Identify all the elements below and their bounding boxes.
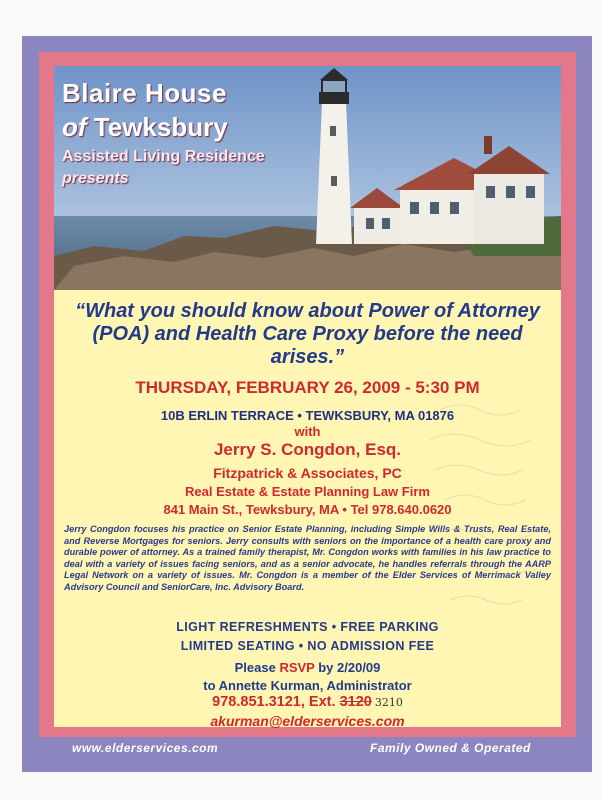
speaker-name: Jerry S. Congdon, Esq.: [213, 440, 402, 459]
website-link[interactable]: www.elderservices.com: [72, 741, 219, 755]
of-text: of: [62, 112, 87, 142]
presents-text: presents: [62, 170, 129, 187]
rsvp-line: [54, 660, 561, 675]
handwritten-extension: 3210: [374, 696, 403, 709]
event-date: THURSDAY, FEBRUARY 26, 2009 - 5:30 PM: [135, 378, 480, 397]
rsvp-label: RSVP: [279, 660, 315, 675]
residence-type: Assisted Living Residence: [62, 148, 265, 165]
struck-extension: 3120: [339, 694, 372, 710]
firm-description: Real Estate & Estate Planning Law Firm: [185, 484, 430, 499]
firm-name: Fitzpatrick & Associates, PC: [213, 465, 402, 481]
amenities-line-2: LIMITED SEATING • NO ADMISSION FEE: [180, 639, 435, 653]
phone-number: 978.851.3121, Ext.: [212, 694, 336, 710]
town-name: Tewksbury: [93, 112, 228, 142]
firm-address: 841 Main St., Tewksbury, MA • Tel 978.640.0620: [163, 502, 452, 517]
lighthouse-tower: [316, 102, 352, 244]
rsvp-please: Please: [234, 660, 276, 675]
event-address: 10B ERLIN TERRACE • TEWKSBURY, MA 01876: [160, 408, 455, 423]
residence-location: [62, 112, 228, 143]
lighthouse-photo: [54, 66, 561, 290]
amenities-line-1: LIGHT REFRESHMENTS • FREE PARKING: [176, 620, 439, 634]
rsvp-phone: [54, 694, 561, 710]
tagline: Family Owned & Operated: [370, 741, 531, 755]
event-title-quote: “What you should know about Power of Attorney (POA) and Health Care Proxy before the need arises.”: [75, 300, 540, 368]
rsvp-deadline: by 2/20/09: [318, 660, 381, 675]
speaker-bio: Jerry Congdon focuses his practice on Senior Estate Planning, including Simple Wills & Trusts, Real Estate, and Reverse Mortgages for seniors. Jerry consults with seniors on the importance of a health care proxy and durable power of attorney. As a trained family therapist, Mr. Congdon works with families in his law practice to deal with a variety of issues facing seniors, and as a senior advocate, he handles referrals through the AARP Legal Network on a variety of issues. Mr. Congdon is a member of the Elder Services of Merrimack Valley Advisory Council and SeniorCare, Inc. Advisory Board.: [64, 524, 551, 592]
rsvp-contact: to Annette Kurman, Administrator: [203, 678, 412, 693]
event-details-panel: [54, 290, 561, 727]
with-text: with: [294, 424, 321, 439]
rsvp-email: akurman@elderservices.com: [210, 713, 405, 729]
residence-name: Blaire House: [62, 78, 227, 108]
